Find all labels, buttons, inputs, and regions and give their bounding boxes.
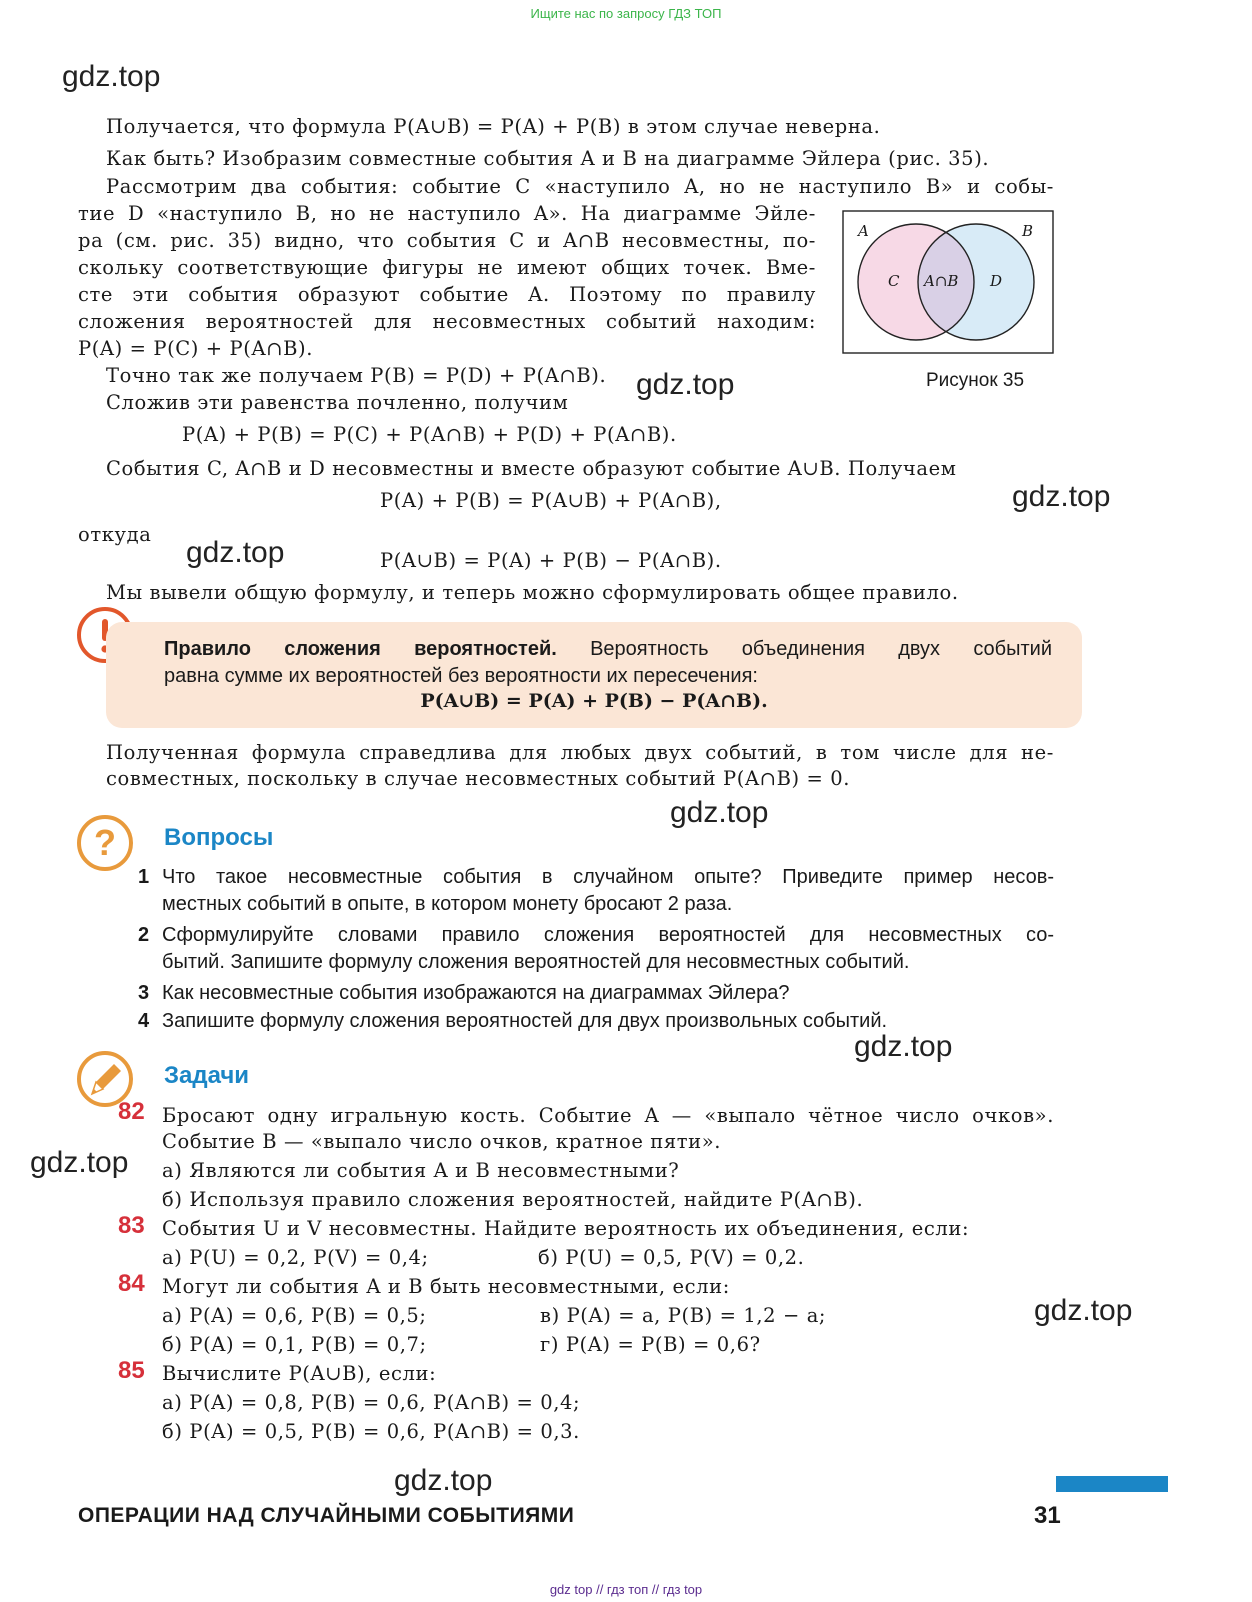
euler-diagram — [842, 210, 1054, 354]
watermark: gdz.top — [1012, 480, 1111, 513]
task-item: б) P(A) = 0,1, P(B) = 0,7; — [162, 1333, 427, 1356]
task-number: 85 — [118, 1357, 145, 1384]
question-text: местных событий в опыте, в котором монету бросают 2 раза. — [162, 893, 733, 915]
task-number: 83 — [118, 1212, 145, 1239]
formula: P(A∪B) = P(A) + P(B) − P(A∩B). — [380, 549, 722, 572]
tasks-title: Задачи — [164, 1062, 250, 1089]
paragraph-line: сте эти события образуют событие A. Поэтому по правилу — [78, 283, 816, 306]
rule-line-2: равна сумме их вероятностей без вероятности их пересечения: — [164, 665, 758, 687]
footer-links[interactable]: gdz top // гдз топ // гдз top — [549, 1582, 703, 1597]
question-number: 2 — [138, 924, 150, 946]
label-intersection: A∩B — [924, 272, 959, 290]
question-number: 1 — [138, 866, 150, 888]
watermark: gdz.top — [670, 796, 769, 829]
task-item: а) P(A) = 0,6, P(B) = 0,5; — [162, 1304, 427, 1327]
watermark: gdz.top — [62, 60, 161, 93]
task-text: Могут ли события A и B быть несовместными, если: — [162, 1275, 730, 1298]
question-text: Что такое несовместные события в случайном опыте? Приведите пример несов- — [162, 866, 1054, 888]
task-number: 84 — [118, 1270, 145, 1297]
paragraph: Сложив эти равенства почленно, получим — [106, 391, 569, 414]
task-item: в) P(A) = a, P(B) = 1,2 − a; — [540, 1304, 827, 1327]
task-item: б) Используя правило сложения вероятностей, найдите P(A∩B). — [162, 1188, 864, 1211]
figure-caption: Рисунок 35 — [926, 370, 1025, 391]
watermark: gdz.top — [854, 1030, 953, 1063]
formula: P(A) + P(B) = P(A∪B) + P(A∩B), — [380, 489, 722, 512]
paragraph: Мы вывели общую формулу, и теперь можно сформулировать общее правило. — [106, 581, 959, 604]
question-text: Как несовместные события изображаются на диаграммах Эйлера? — [162, 982, 790, 1004]
paragraph-line: Полученная формула справедлива для любых двух событий, в том числе для не- — [106, 741, 1054, 764]
paragraph: откуда — [78, 523, 152, 546]
paragraph-line: скольку соответствующие фигуры не имеют общих точек. Вме- — [78, 256, 816, 279]
task-text: Бросают одну игральную кость. Событие A — «выпало чётное число очков». — [162, 1104, 1054, 1127]
footer-title: ОПЕРАЦИИ НАД СЛУЧАЙНЫМИ СОБЫТИЯМИ — [78, 1504, 575, 1527]
formula: P(A) + P(B) = P(C) + P(A∩B) + P(D) + P(A∩B). — [182, 423, 677, 446]
page-accent-bar — [1056, 1476, 1168, 1492]
task-item: а) Являются ли события A и B несовместными? — [162, 1159, 680, 1182]
paragraph-line: совместных, поскольку в случае несовместных событий P(A∩B) = 0. — [106, 767, 851, 790]
label-b: B — [1022, 222, 1034, 240]
rule-line-1 — [164, 636, 1052, 663]
task-item: б) P(A) = 0,5, P(B) = 0,6, P(A∩B) = 0,3. — [162, 1420, 580, 1443]
question-icon — [76, 814, 134, 872]
paragraph-line: P(A) = P(C) + P(A∩B). — [78, 337, 314, 360]
task-text: Вычислите P(A∪B), если: — [162, 1362, 437, 1385]
paragraph-line: Рассмотрим два события: событие C «наступило A, но не наступило B» и собы- — [106, 175, 1054, 198]
rule-text: Вероятность объединения двух событий — [590, 638, 1052, 660]
question-number: 3 — [138, 982, 150, 1004]
rule-formula: P(A∪B) = P(A) + P(B) − P(A∩B). — [420, 690, 768, 712]
svg-text:?: ? — [94, 822, 116, 863]
question-number: 4 — [138, 1010, 150, 1032]
paragraph: Точно так же получаем P(B) = P(D) + P(A∩B). — [106, 364, 607, 387]
rule-title: Правило сложения вероятностей. — [164, 638, 557, 660]
paragraph-line: сложения вероятностей для несовместных событий находим: — [78, 310, 816, 333]
question-text: Запишите формулу сложения вероятностей для двух произвольных событий. — [162, 1010, 888, 1032]
task-item: г) P(A) = P(B) = 0,6? — [540, 1333, 761, 1356]
questions-title: Вопросы — [164, 824, 274, 851]
question-text: Сформулируйте словами правило сложения вероятностей для несовместных со- — [162, 924, 1054, 946]
watermark: gdz.top — [636, 368, 735, 401]
task-item: б) P(U) = 0,5, P(V) = 0,2. — [538, 1246, 805, 1269]
page-number: 31 — [1034, 1502, 1061, 1529]
task-text: Событие B — «выпало число очков, кратное пяти». — [162, 1130, 722, 1153]
paragraph: Получается, что формула P(A∪B) = P(A) + P(B) в этом случае неверна. — [106, 115, 881, 138]
watermark: gdz.top — [394, 1464, 493, 1497]
paragraph: События C, A∩B и D несовместны и вместе образуют событие A∪B. Получаем — [106, 457, 957, 480]
watermark: gdz.top — [30, 1146, 129, 1179]
task-item: а) P(A) = 0,8, P(B) = 0,6, P(A∩B) = 0,4; — [162, 1391, 581, 1414]
watermark: gdz.top — [186, 536, 285, 569]
watermark: gdz.top — [1034, 1294, 1133, 1327]
paragraph: Как быть? Изобразим совместные события A и B на диаграмме Эйлера (рис. 35). — [106, 147, 990, 170]
label-c: C — [888, 272, 900, 290]
paragraph-line: ра (см. рис. 35) видно, что события C и A∩B несовместны, по- — [78, 229, 816, 252]
question-text: бытий. Запишите формулу сложения вероятностей для несовместных событий. — [162, 951, 910, 973]
task-number: 82 — [118, 1098, 145, 1125]
search-hint[interactable]: Ищите нас по запросу ГДЗ ТОП — [530, 6, 722, 21]
label-a: A — [858, 222, 869, 240]
label-d: D — [990, 272, 1003, 290]
task-item: а) P(U) = 0,2, P(V) = 0,4; — [162, 1246, 429, 1269]
task-text: События U и V несовместны. Найдите вероятность их объединения, если: — [162, 1217, 970, 1240]
paragraph-line: тие D «наступило B, но не наступило A». На диаграмме Эйле- — [78, 202, 816, 225]
